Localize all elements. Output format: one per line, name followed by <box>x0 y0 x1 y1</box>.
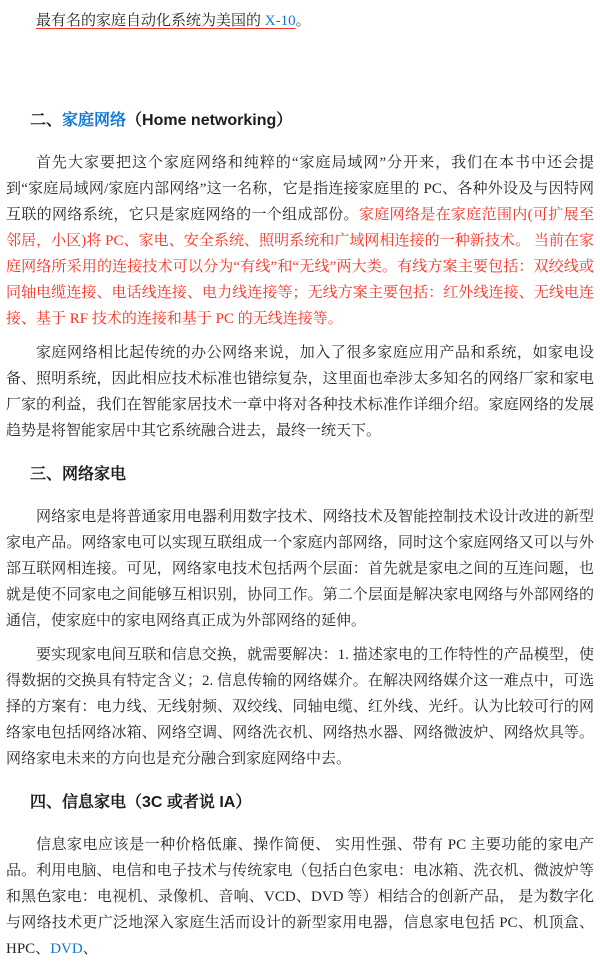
dvd-link[interactable]: DVD <box>50 941 83 957</box>
section-2-heading-highlight: 家庭网络 <box>62 112 127 129</box>
x10-link[interactable]: X-10 <box>264 13 296 29</box>
section-3-heading: 三、网络家电 <box>30 466 127 483</box>
section-2-paragraph-1-red-run: 家庭网络是在家庭范围内(可扩展至邻居，小区)将 PC、家电、安全系统、照明系统和广域网相连接的一种新技术。 当前在家庭网络所采用的连接技术可以分为“有线”和“无线”两大类。有线方案主要包括：双绞线或同轴电缆连接、电话线连接、电力线连接等；无线方案主要包括：红外线连接、无线电连接、基于 RF 技术的连接和基于 PC 的无线连接等。 <box>6 207 594 327</box>
section-2-heading-number: 二、 <box>30 112 63 129</box>
section-4-paragraph-1 <box>6 832 594 962</box>
section-4-heading: 四、信息家电（3C 或者说 IA） <box>30 794 252 811</box>
section-4-paragraph-1-start: 信息家电应该是一种价格低廉、操作简便、 实用性强、带有 PC 主要功能的家电产品。利用电脑、电信和电子技术与传统家电（包括白色家电：电冰箱、洗衣机、微波炉等和黑色家电：电视机、录像机、音响、VCD、DVD 等）相结合的创新产品， 是为数字化与网络技术更广泛地深入家庭生活而设计的新型家用电器，信息家电包括 PC、机顶盒、HPC、 <box>6 837 594 957</box>
section-3-paragraph-1: 网络家电是将普通家用电器利用数字技术、网络技术及智能控制技术设计改进的新型家电产品。网络家电可以实现互联组成一个家庭内部网络，同时这个家庭网络又可以与外部互联网相连接。可见，网络家电技术包括两个层面：首先就是家电之间的互连问题，也就是使不同家电之间能够互相识别，协同工作。第二个层面是解决家电网络与外部网络的通信，使家庭中的家电网络真正成为外部网络的延伸。 <box>6 509 594 629</box>
section-3-paragraph-2: 要实现家电间互联和信息交换，就需要解决：1. 描述家电的工作特性的产品模型，使得数据的交换具有特定含义；2. 信息传输的网络媒介。在解决网络媒介这一难点中，可选择的方案有：电力线、无线射频、双绞线、同轴电缆、红外线、光纤。认为比较可行的网络家电包括网络冰箱、网络空调、网络洗衣机、网络热水器、网络微波炉、网络炊具等。网络家电未来的方向也是充分融合到家庭网络中去。 <box>6 647 594 767</box>
section-2-paragraph-1 <box>6 150 594 332</box>
intro-paragraph <box>6 8 594 34</box>
section-2-heading-english: （Home networking） <box>126 112 293 129</box>
section-2-paragraph-1-black-run: 首先大家要把这个家庭网络和纯粹的“家庭局域网”分开来，我们在本书中还会提到“家庭局域网/家庭内部网络”这一名称，它是指连接家庭里的 PC、各种外设及与因特网互联的网络系统，它只是家庭网络的一个组成部份。 <box>6 155 594 223</box>
intro-tail: 。 <box>295 13 311 29</box>
intro-underlined-text: 最有名的家庭自动化系统为美国的 <box>36 13 265 29</box>
section-2-paragraph-2: 家庭网络相比起传统的办公网络来说，加入了很多家庭应用产品和系统，如家电设备、照明系统，因此相应技术标准也错综复杂，这里面也牵涉太多知名的网络厂家和家电厂家的利益，我们在智能家居技术一章中将对各种技术标准作详细介绍。家庭网络的发展趋势是将智能家居中其它系统融合进去，最终一统天下。 <box>6 345 594 439</box>
section-2-heading <box>30 108 594 134</box>
section-4-paragraph-1-end: 、 <box>82 941 98 957</box>
